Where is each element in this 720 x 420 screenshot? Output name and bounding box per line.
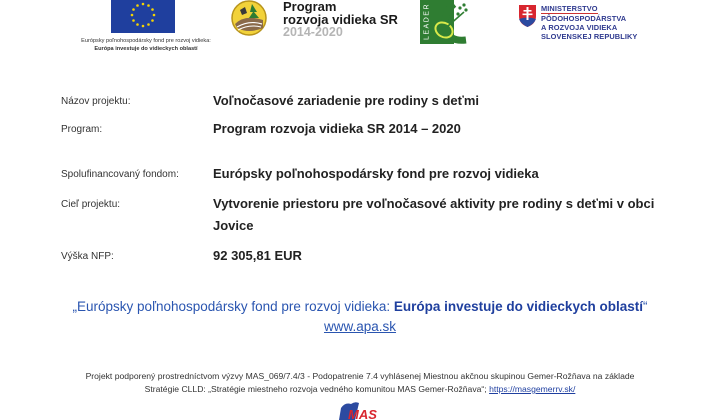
project-name-label: Názov projektu: [61,96,131,107]
eu-caption-line2: Európa investuje do vidieckych oblastí [94,46,198,52]
masgemerrv-link[interactable]: https://masgemerrv.sk/ [489,384,576,394]
project-name-value: Voľnočasové zariadenie pre rodiny s deťmi [213,93,480,108]
slogan-prefix: „Európsky poľnohospodársky fond pre rozvoj vidieka: [72,299,394,314]
ministry-line3: A ROZVOJA VIDIEKA [541,23,618,32]
ministry-line4: SLOVENSKEJ REPUBLIKY [541,32,638,41]
ministry-logo-text [541,4,637,41]
eu-flag-icon [111,0,175,33]
svg-text:MAS: MAS [348,407,377,420]
apa-link[interactable]: www.apa.sk [323,319,397,334]
ministry-line2: PÔDOHOSPODÁRSTVA [541,14,627,23]
slogan-suffix: “ [642,299,648,314]
goal-label: Cieľ projektu: [61,199,121,210]
prv-line2: rozvoja vidieka SR [283,12,398,27]
eu-caption-line1: Európsky poľnohospodársky fond pre rozvoj vidieka: [81,38,211,44]
mas-logo-icon [333,400,381,420]
apa-link-container [0,319,720,334]
prv-line3: 2014-2020 [283,25,343,39]
eu-caption [56,37,236,53]
leader-logo-icon [420,0,482,44]
nfp-amount-value: 92 305,81 EUR [213,248,302,263]
program-label: Program: [61,124,103,135]
ministry-line1: MINISTERSTVO [541,4,598,13]
fund-label: Spolufinancovaný fondom: [61,169,179,180]
logo-header [0,0,720,60]
nfp-amount-label: Výška NFP: [61,251,114,262]
slogan-bold: Európa investuje do vidieckych oblastí [393,299,643,314]
prv-logo-text [283,0,398,39]
slovak-coat-of-arms-icon [519,5,536,27]
fund-value: Európsky poľnohospodársky fond pre rozvoj vidieka [213,166,539,181]
program-value: Program rozvoja vidieka SR 2014 – 2020 [213,121,461,136]
footer-note [0,370,720,396]
footer-line2-text: Stratégie CLLD: „Stratégie miestneho rozvoja vedného komunitou MAS Gemer-Rožňava“; [144,384,490,394]
footer-line2 [0,383,720,396]
footer-line1: Projekt podporený prostredníctvom výzvy MAS_069/7.4/3 - Podopatrenie 7.4 vyhlásenej Miestnou akčnou skupinou Gemer-Rožňava na základe [85,371,635,381]
prv-line1: Program [283,0,337,14]
goal-value: Vytvorenie priestoru pre voľnočasové aktivity pre rodiny s deťmi v obci Jovice [213,196,655,233]
prv-emblem-icon [231,0,267,36]
eafrd-slogan [0,299,720,314]
svg-text:LEADER: LEADER [423,2,431,40]
